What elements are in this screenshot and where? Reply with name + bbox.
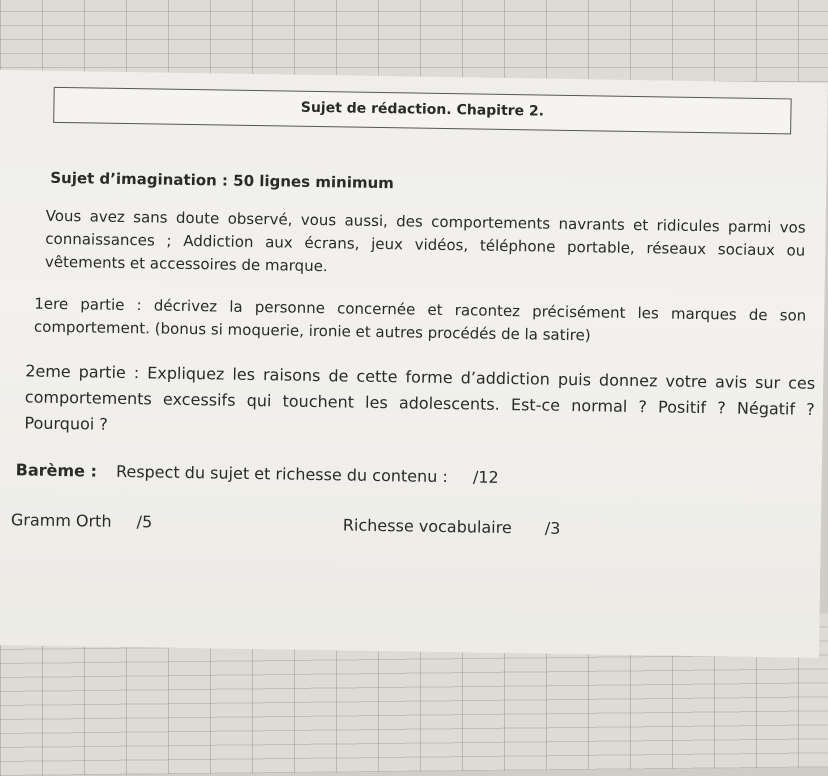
content-criterion: Respect du sujet et richesse du contenu : xyxy=(115,461,448,487)
vocab-line xyxy=(343,513,561,539)
grammar-score: /5 xyxy=(136,512,153,532)
grading-line xyxy=(16,458,499,489)
part-two-paragraph: 2eme partie : Expliquez les raisons de cette forme d’addiction puis donnez votre avis sur ces comportements excessifs qui touchent les adolescents. Est-ce normal ? Positif ? Négatif ? Pourquoi ? xyxy=(24,361,816,434)
subject-heading: Sujet d’imagination : 50 lignes minimum xyxy=(50,168,395,193)
grammar-criterion: Gramm Orth xyxy=(10,510,112,531)
title-box xyxy=(53,87,791,135)
vocab-criterion: Richesse vocabulaire xyxy=(342,515,512,538)
intro-paragraph: Vous avez sans doute observé, vous aussi, des comportements navrants et ridicules parmi vos connaissances ; Addiction aux écrans, jeux vidéos, téléphone portable, réseaux sociaux ou vêtements et accessoires de marque. xyxy=(44,206,806,276)
grammar-line xyxy=(11,508,153,533)
vocab-score: /3 xyxy=(544,518,561,538)
content-score: /12 xyxy=(472,467,499,487)
sheet-title: Sujet de rédaction. Chapitre 2. xyxy=(300,99,545,120)
part-one-paragraph: 1ere partie : décrivez la personne concernée et racontez précisément les marques de son comportement. (bonus si moquerie, ironie et autres procédés de la satire) xyxy=(33,294,807,345)
assignment-sheet xyxy=(0,70,828,658)
grading-label: Barème : xyxy=(15,460,98,481)
